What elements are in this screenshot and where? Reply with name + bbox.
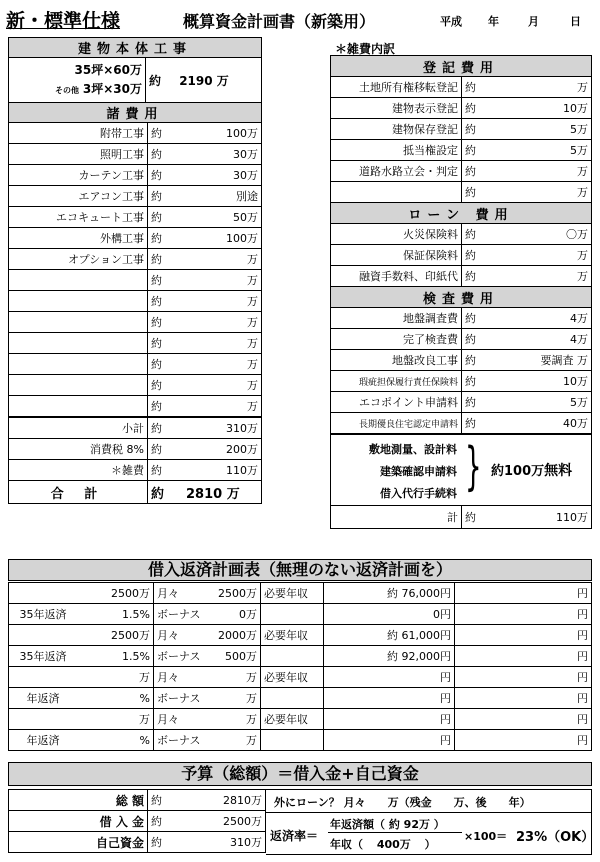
shohi-rows-approx: 約 xyxy=(151,169,162,182)
budget-value: 310万 xyxy=(230,836,262,849)
budget-table xyxy=(8,789,266,853)
repay-bonus: 500万 xyxy=(225,650,257,663)
shohi-rows-row xyxy=(9,186,262,207)
shohi-rows-value: 万 xyxy=(247,358,258,371)
zappi-total-approx: 約 xyxy=(465,511,476,524)
shohi-rows-value-cell xyxy=(148,333,262,354)
date-day: 日 xyxy=(570,15,581,28)
repay-bonus-cell xyxy=(154,646,261,667)
budget-row xyxy=(9,811,266,832)
shohi-rows-row xyxy=(9,144,262,165)
zappi-toki-label: 抵当権設定 xyxy=(331,140,462,161)
repay-bonus-label: ボーナス xyxy=(157,734,201,747)
zappi-kensa-label: 地盤改良工事 xyxy=(331,350,462,371)
zappi-total-label: 計 xyxy=(331,506,462,529)
shohi-rows-value-cell xyxy=(148,291,262,312)
repay-amount: 万 xyxy=(77,709,154,730)
budget-approx: 約 xyxy=(151,815,162,828)
brace-icon: } xyxy=(465,437,482,497)
budget-label: 総 額 xyxy=(9,790,148,811)
zappi-kensa-label: 長期優良住宅認定申請料 xyxy=(331,413,462,435)
ratio-denominator-prefix: 年収（ xyxy=(330,838,363,851)
shohi-rows-value-cell xyxy=(148,186,262,207)
shohi-rows-value: 50万 xyxy=(233,211,258,224)
zappi-toki-label: 建物表示登記 xyxy=(331,98,462,119)
zappi-kensa-approx: 約 xyxy=(465,375,476,388)
repay-bonus-label: ボーナス xyxy=(157,650,201,663)
repay-term: 35年返済 xyxy=(9,646,78,667)
zappi-kensa-approx: 約 xyxy=(465,396,476,409)
repay-bonus-label: ボーナス xyxy=(157,608,201,621)
shohi-rows-value-cell xyxy=(148,396,262,418)
zappi-toki-value: 5万 xyxy=(570,123,588,136)
shohi-rows-value: 万 xyxy=(247,274,258,287)
repay-blank xyxy=(9,583,78,604)
repay-heading: 借入返済計画表（無理のない返済計画を） xyxy=(8,559,592,581)
zappi-kensa-value: 4万 xyxy=(570,312,588,325)
repay-need-2: 約 92,000円 xyxy=(324,646,455,667)
shohi-rows-label xyxy=(9,291,148,312)
building-line2: 3坪×30万 xyxy=(82,81,142,96)
zappi-loan-value: 万 xyxy=(577,270,588,283)
repay-need-2: 円 xyxy=(324,730,455,751)
building-approx: 約 xyxy=(149,73,162,88)
repay-row xyxy=(9,688,592,709)
shohi-rows-approx: 約 xyxy=(151,274,162,287)
zappi-toki-label: 道路水路立会・判定 xyxy=(331,161,462,182)
subtotal-value: 310万 xyxy=(226,422,258,435)
repay-monthly-cell xyxy=(154,709,261,730)
shohi-rows-value-cell xyxy=(148,144,262,165)
zappi-toki-approx: 約 xyxy=(465,165,476,178)
zappi-toki-label xyxy=(331,182,462,203)
shohi-rows-approx: 約 xyxy=(151,127,162,140)
repay-yen-1: 円 xyxy=(455,709,592,730)
zappi-toki-label: 土地所有権移転登記 xyxy=(331,77,462,98)
shohi-rows-label xyxy=(9,375,148,396)
building-amount-value: 2190 万 xyxy=(179,73,229,88)
shohi-rows-value-cell xyxy=(148,165,262,186)
zappi-kensa-value: 10万 xyxy=(563,375,588,388)
zappi-toki-approx: 約 xyxy=(465,186,476,199)
repay-bonus: 万 xyxy=(246,692,257,705)
zappi-toki-row xyxy=(331,119,592,140)
shohi-rows-value: 万 xyxy=(247,337,258,350)
zappi-toki-value: 万 xyxy=(577,165,588,178)
shohi-rows-value: 万 xyxy=(247,295,258,308)
zappi-loan-label: 火災保険料 xyxy=(331,224,462,245)
repay-monthly-label: 月々 xyxy=(157,671,179,684)
bracket-approx: 約100万 xyxy=(491,464,545,479)
shohi-rows-label xyxy=(9,270,148,291)
repay-blank xyxy=(9,667,78,688)
title-sub: 概算資金計画書（新築用） xyxy=(183,12,376,31)
title-main: 新・標準仕様 xyxy=(6,10,121,32)
budget-value-cell xyxy=(148,790,266,811)
building-heading: 建物本体工事 xyxy=(9,38,262,58)
repay-rate: % xyxy=(77,730,154,751)
ratio-times: ×100＝ xyxy=(464,830,508,843)
zappi-loan-value: 万 xyxy=(577,249,588,262)
shohi-rows-value-cell xyxy=(148,312,262,333)
shohi-rows-value: 万 xyxy=(247,379,258,392)
zappi-kensa-row xyxy=(331,308,592,329)
zappi-kensa-row xyxy=(331,371,592,392)
shohi-rows-row xyxy=(9,249,262,270)
repay-row xyxy=(9,646,592,667)
shohi-rows-approx: 約 xyxy=(151,337,162,350)
tax-value: 200万 xyxy=(226,443,258,456)
repay-need-label: 必要年収 xyxy=(261,625,324,646)
total-label: 合 計 xyxy=(9,481,148,504)
bracket-item-survey: 敷地測量、設計料 xyxy=(369,443,457,456)
repay-need-1: 約 76,000円 xyxy=(324,583,455,604)
zappi-kensa-label: 完了検査費 xyxy=(331,329,462,350)
zappi-toki-value-cell xyxy=(462,98,592,119)
zappi-table xyxy=(330,55,592,529)
other-loan: 外にローン？ 月々 万（残金 万、後 年） xyxy=(274,796,531,809)
shohi-rows-approx: 約 xyxy=(151,232,162,245)
zappi-toki-approx: 約 xyxy=(465,102,476,115)
repay-need-2: 0円 xyxy=(324,604,455,625)
shohi-rows-value-cell xyxy=(148,249,262,270)
repay-yen-2: 円 xyxy=(455,730,592,751)
zappi-loan-row xyxy=(331,224,592,245)
repay-row xyxy=(9,604,592,625)
repay-yen-1: 円 xyxy=(455,583,592,604)
date-month: 月 xyxy=(528,15,539,28)
shohi-rows-row xyxy=(9,228,262,249)
zappi-kensa-label: 地盤調査費 xyxy=(331,308,462,329)
shohi-rows-value: 万 xyxy=(247,316,258,329)
repay-term: 35年返済 xyxy=(9,604,78,625)
repay-need-2: 円 xyxy=(324,688,455,709)
zappi-toki-value: 10万 xyxy=(563,102,588,115)
repay-need-1: 円 xyxy=(324,667,455,688)
shohi-rows-approx: 約 xyxy=(151,253,162,266)
shohi-rows-value-cell xyxy=(148,354,262,375)
repay-yen-1: 円 xyxy=(455,625,592,646)
zappi-kensa-value-cell xyxy=(462,413,592,435)
repay-row xyxy=(9,709,592,730)
total-cell: 約 2810 万 xyxy=(148,481,262,504)
ratio-denominator xyxy=(330,836,436,852)
zappi-note: ＊雑費内訳 xyxy=(335,42,396,56)
zappi-kensa-approx: 約 xyxy=(465,333,476,346)
repay-bonus-label: ボーナス xyxy=(157,692,201,705)
zappi-loan-row xyxy=(331,245,592,266)
shohi-rows-approx: 約 xyxy=(151,358,162,371)
zappi-toki-row xyxy=(331,161,592,182)
building-amount xyxy=(146,58,262,103)
shohi-rows-value: 30万 xyxy=(233,148,258,161)
shohi-rows-label: エコキュート工事 xyxy=(9,207,148,228)
shohi-rows-label xyxy=(9,396,148,418)
zappi-kensa-value: 5万 xyxy=(570,396,588,409)
shohi-rows-row xyxy=(9,165,262,186)
repay-amount: 2500万 xyxy=(77,583,154,604)
shohi-table xyxy=(8,122,262,504)
date-year: 年 xyxy=(488,15,499,28)
zappi-kensa-row xyxy=(331,350,592,371)
shohi-rows-value-cell xyxy=(148,228,262,249)
repay-row xyxy=(9,625,592,646)
repay-rate: 1.5% xyxy=(77,604,154,625)
repay-amount: 万 xyxy=(77,667,154,688)
zappi-kensa-label: 瑕疵担保履行責任保険料 xyxy=(331,371,462,392)
repay-monthly: 2000万 xyxy=(218,629,257,642)
shohi-rows-value: 100万 xyxy=(226,232,258,245)
zappi-toki-value: 万 xyxy=(577,186,588,199)
shohi-rows-label: 附帯工事 xyxy=(9,123,148,144)
repay-rate: 1.5% xyxy=(77,646,154,667)
shohi-rows-value-cell xyxy=(148,270,262,291)
repay-table xyxy=(8,582,592,751)
ratio-box xyxy=(266,789,595,855)
zappi-loan-row xyxy=(331,266,592,287)
repay-bonus: 万 xyxy=(246,734,257,747)
shohi-rows-approx: 約 xyxy=(151,379,162,392)
zappi-toki-approx: 約 xyxy=(465,144,476,157)
bracket-item-loan-proxy: 借入代行手続料 xyxy=(380,487,457,500)
building-line1: 35坪×60万 xyxy=(74,62,142,77)
repay-blank xyxy=(9,625,78,646)
budget-row xyxy=(9,790,266,811)
zappi-kensa-row xyxy=(331,413,592,435)
zappi-total-cell xyxy=(462,506,592,529)
zappi-loan-value-cell xyxy=(462,224,592,245)
budget-value: 2500万 xyxy=(223,815,262,828)
repay-term: 年返済 xyxy=(9,688,78,709)
shohi-rows-row xyxy=(9,396,262,418)
shohi-heading: 諸費用 xyxy=(9,103,262,123)
zappi-kensa-value: 4万 xyxy=(570,333,588,346)
shohi-rows-label: 外構工事 xyxy=(9,228,148,249)
kensa-heading: 検査費用 xyxy=(331,287,592,308)
repay-row xyxy=(9,730,592,751)
repay-need-label: 必要年収 xyxy=(261,709,324,730)
zappi-toki-label: 建物保存登記 xyxy=(331,119,462,140)
zappi-loan-label: 融資手数料、印紙代 xyxy=(331,266,462,287)
shohi-rows-approx: 約 xyxy=(151,148,162,161)
ratio-denominator-value: 400万 xyxy=(376,838,411,851)
zappi-kensa-value: 40万 xyxy=(563,417,588,430)
budget-value: 2810万 xyxy=(223,794,262,807)
repay-monthly-label: 月々 xyxy=(157,587,179,600)
zappi-kensa-value-cell xyxy=(462,350,592,371)
repay-term: 年返済 xyxy=(9,730,78,751)
shohi-rows-value: 100万 xyxy=(226,127,258,140)
repay-bonus-cell xyxy=(154,604,261,625)
total-value: 2810 万 xyxy=(186,486,240,502)
budget-heading: 予算（総額）＝借入金+自己資金 xyxy=(8,762,592,786)
repay-monthly-label: 月々 xyxy=(157,629,179,642)
repay-blank xyxy=(261,730,324,751)
shohi-rows-approx: 約 xyxy=(151,400,162,413)
zappi-toki-value: 5万 xyxy=(570,144,588,157)
shohi-rows-row xyxy=(9,333,262,354)
zappi-toki-value: 万 xyxy=(577,81,588,94)
repay-bonus-cell xyxy=(154,688,261,709)
zappi-toki-row xyxy=(331,182,592,203)
repay-need-1: 円 xyxy=(324,709,455,730)
shohi-rows-value-cell xyxy=(148,123,262,144)
zappi-toki-approx: 約 xyxy=(465,123,476,136)
loan-heading: ローン 費用 xyxy=(331,203,592,224)
zappi-kensa-approx: 約 xyxy=(465,417,476,430)
subtotal-cell: 約 310万 xyxy=(148,417,262,439)
bracket-cell xyxy=(331,434,592,506)
tax-label: 消費税 8% xyxy=(9,439,148,460)
zappi-kensa-label: エコポイント申請料 xyxy=(331,392,462,413)
shohi-rows-label: オプション工事 xyxy=(9,249,148,270)
shohi-rows-label: 照明工事 xyxy=(9,144,148,165)
zappi-loan-value-cell xyxy=(462,245,592,266)
repay-yen-2: 円 xyxy=(455,688,592,709)
shohi-rows-value-cell xyxy=(148,375,262,396)
budget-label: 自己資金 xyxy=(9,832,148,853)
shohi-rows-value: 万 xyxy=(247,253,258,266)
tax-cell: 約 200万 xyxy=(148,439,262,460)
bracket-item-permit: 建築確認申請料 xyxy=(380,465,457,478)
repay-yen-2: 円 xyxy=(455,604,592,625)
repay-monthly-cell xyxy=(154,583,261,604)
budget-approx: 約 xyxy=(151,836,162,849)
ratio-result: 23%（OK） xyxy=(516,830,595,845)
zappi-toki-row xyxy=(331,98,592,119)
repay-monthly-label: 月々 xyxy=(157,713,179,726)
shohi-rows-row xyxy=(9,375,262,396)
budget-row xyxy=(9,832,266,853)
zappi-kensa-value-cell xyxy=(462,308,592,329)
shohi-rows-row xyxy=(9,291,262,312)
misc-label: ＊雑費 xyxy=(9,460,148,481)
repay-blank xyxy=(261,604,324,625)
repay-yen-1: 円 xyxy=(455,667,592,688)
shohi-rows-value: 万 xyxy=(247,400,258,413)
repay-row xyxy=(9,583,592,604)
zappi-toki-value-cell xyxy=(462,140,592,161)
zappi-toki-value-cell xyxy=(462,119,592,140)
cost-table xyxy=(8,37,262,123)
zappi-loan-label: 保証保険料 xyxy=(331,245,462,266)
zappi-toki-value-cell xyxy=(462,77,592,98)
repay-monthly: 万 xyxy=(246,713,257,726)
zappi-kensa-approx: 約 xyxy=(465,312,476,325)
bracket-free: 無料 xyxy=(544,463,573,479)
repay-amount: 2500万 xyxy=(77,625,154,646)
budget-approx: 約 xyxy=(151,794,162,807)
date-era: 平成 xyxy=(440,15,462,28)
repay-bonus-cell xyxy=(154,730,261,751)
building-other: その他 xyxy=(55,85,80,95)
zappi-kensa-row xyxy=(331,392,592,413)
repay-monthly: 万 xyxy=(246,671,257,684)
shohi-rows-label xyxy=(9,354,148,375)
zappi-kensa-value-cell xyxy=(462,329,592,350)
shohi-rows-approx: 約 xyxy=(151,190,162,203)
shohi-rows-value: 別途 xyxy=(236,190,258,203)
repay-row xyxy=(9,667,592,688)
repay-bonus: 0万 xyxy=(239,608,257,621)
repay-need-label: 必要年収 xyxy=(261,667,324,688)
zappi-total-value: 110万 xyxy=(556,511,588,524)
subtotal-label: 小計 xyxy=(9,417,148,439)
shohi-rows-approx: 約 xyxy=(151,211,162,224)
shohi-rows-row xyxy=(9,270,262,291)
repay-yen-2: 円 xyxy=(455,646,592,667)
ratio-label: 返済率＝ xyxy=(270,829,319,843)
zappi-kensa-row xyxy=(331,329,592,350)
shohi-rows-value-cell xyxy=(148,207,262,228)
ratio-numerator: 年返済額（ 約 92万 ） xyxy=(330,818,445,831)
zappi-toki-row xyxy=(331,77,592,98)
zappi-kensa-value: 要調査 万 xyxy=(540,354,588,367)
shohi-rows-approx: 約 xyxy=(151,316,162,329)
shohi-rows-label: カーテン工事 xyxy=(9,165,148,186)
repay-monthly: 2500万 xyxy=(218,587,257,600)
repay-blank xyxy=(9,709,78,730)
zappi-kensa-approx: 約 xyxy=(465,354,476,367)
shohi-rows-row xyxy=(9,354,262,375)
repay-blank xyxy=(261,688,324,709)
ratio-denominator-suffix: ） xyxy=(424,838,436,851)
shohi-rows-value: 30万 xyxy=(233,169,258,182)
zappi-loan-value-cell xyxy=(462,266,592,287)
zappi-loan-approx: 約 xyxy=(465,228,476,241)
shohi-rows-row xyxy=(9,207,262,228)
zappi-toki-value-cell xyxy=(462,182,592,203)
misc-value: 110万 xyxy=(226,464,258,477)
shohi-rows-row xyxy=(9,312,262,333)
budget-value-cell xyxy=(148,811,266,832)
shohi-rows-approx: 約 xyxy=(151,295,162,308)
repay-need-label: 必要年収 xyxy=(261,583,324,604)
shohi-rows-row xyxy=(9,123,262,144)
repay-monthly-cell xyxy=(154,625,261,646)
zappi-toki-value-cell xyxy=(462,161,592,182)
shohi-rows-label xyxy=(9,312,148,333)
toki-heading: 登記費用 xyxy=(331,56,592,77)
zappi-loan-value: 〇万 xyxy=(566,228,588,241)
budget-label: 借 入 金 xyxy=(9,811,148,832)
repay-need-1: 約 61,000円 xyxy=(324,625,455,646)
zappi-loan-approx: 約 xyxy=(465,249,476,262)
zappi-kensa-value-cell xyxy=(462,371,592,392)
budget-value-cell xyxy=(148,832,266,853)
zappi-toki-row xyxy=(331,140,592,161)
repay-rate: % xyxy=(77,688,154,709)
zappi-kensa-value-cell xyxy=(462,392,592,413)
zappi-toki-approx: 約 xyxy=(465,81,476,94)
repay-blank xyxy=(261,646,324,667)
shohi-rows-label: エアコン工事 xyxy=(9,186,148,207)
building-calc xyxy=(9,58,146,103)
repay-monthly-cell xyxy=(154,667,261,688)
zappi-loan-approx: 約 xyxy=(465,270,476,283)
misc-cell: 約 110万 xyxy=(148,460,262,481)
shohi-rows-label xyxy=(9,333,148,354)
